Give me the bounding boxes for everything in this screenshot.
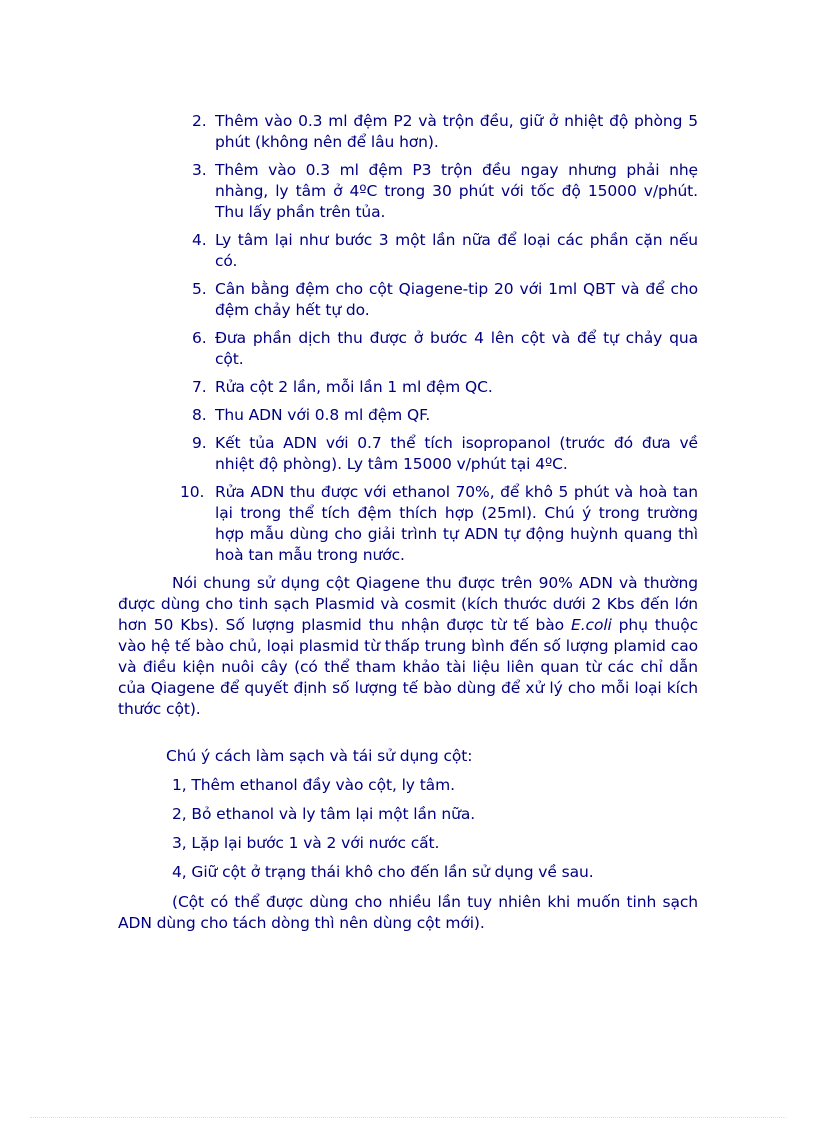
list-item <box>118 433 698 475</box>
list-item-text: Thêm vào 0.3 ml đệm P2 và trộn đều, giữ ở nhiệt độ phòng 5 phút (không nên để lâu hơn). <box>215 112 698 151</box>
list-item <box>118 111 698 153</box>
list-item-text: Rửa cột 2 lần, mỗi lần 1 ml đệm QC. <box>215 378 493 396</box>
list-item-text: Ly tâm lại như bước 3 một lần nữa để loại các phần cặn nếu có. <box>215 231 698 270</box>
list-item-text: Đưa phần dịch thu được ở bước 4 lên cột và để tự chảy qua cột. <box>215 329 698 368</box>
list-item <box>118 328 698 370</box>
note-final-paragraph: (Cột có thể được dùng cho nhiều lần tuy nhiên khi muốn tinh sạch ADN dùng cho tách dòng thì nên dùng cột mới). <box>118 893 698 932</box>
list-item-number: 9. <box>192 434 207 452</box>
list-item-number: 4. <box>192 231 207 249</box>
list-item <box>118 279 698 321</box>
list-item <box>118 482 698 566</box>
list-item <box>118 230 698 272</box>
list-item-number: 10. <box>180 483 205 501</box>
note-step: 3, Lặp lại bước 1 và 2 với nước cất. <box>172 834 440 852</box>
list-item <box>118 160 698 223</box>
page-content <box>118 111 698 950</box>
list-item-text: Rửa ADN thu được với ethanol 70%, để khô 5 phút và hoà tan lại trong thể tích đệm thích hợp (25ml). Chú ý trong trường hợp mẫu dùng cho giải trình tự ADN tự động huỳnh quang thì hoà tan mẫu trong nước. <box>215 483 698 564</box>
list-item-number: 7. <box>192 378 207 396</box>
note-step: 1, Thêm ethanol đầy vào cột, ly tâm. <box>172 776 455 794</box>
summary-paragraph <box>118 573 698 720</box>
list-item-number: 8. <box>192 406 207 424</box>
list-item-text: Thêm vào 0.3 ml đệm P3 trộn đều ngay nhưng phải nhẹ nhàng, ly tâm ở 4ºC trong 30 phút với tốc độ 15000 v/phút. Thu lấy phần trên tủa. <box>215 161 698 221</box>
list-item-text: Thu ADN với 0.8 ml đệm QF. <box>215 406 431 424</box>
list-item-text: Kết tủa ADN với 0.7 thể tích isopropanol (trước đó đưa về nhiệt độ phòng). Ly tâm 15000 v/phút tại 4ºC. <box>215 434 698 473</box>
list-item-number: 5. <box>192 280 207 298</box>
list-item-number: 3. <box>192 161 207 179</box>
summary-paragraph-part1: Nói chung sử dụng cột Qiagene thu được trên 90% ADN và thường được dùng cho tinh sạch Plasmid và cosmit (kích thước dưới 2 Kbs đến lớn hơn 50 Kbs). Số lượng plasmid thu nhận được từ tế bào <box>118 574 698 634</box>
list-item-number: 6. <box>192 329 207 347</box>
page-bottom-divider <box>30 1117 786 1118</box>
list-item-text: Cân bằng đệm cho cột Qiagene-tip 20 với 1ml QBT và để cho đệm chảy hết tự do. <box>215 280 698 319</box>
species-name: E.coli <box>571 616 612 634</box>
list-item <box>118 405 698 426</box>
note-step: 4, Giữ cột ở trạng thái khô cho đến lần sử dụng về sau. <box>172 863 594 881</box>
list-item-number: 2. <box>192 112 207 130</box>
note-title: Chú ý cách làm sạch và tái sử dụng cột: <box>166 747 473 765</box>
summary-paragraph-part2: phụ thuộc vào hệ tế bào chủ, loại plasmid từ thấp trung bình đến số lượng plamid cao và điều kiện nuôi cây (có thể tham khảo tài liệu liên quan từ các chỉ dẫn của Qiagene để quyết định số lượng tế bào dùng để xử lý cho mỗi loại kích thước cột). <box>118 616 699 718</box>
note-step: 2, Bỏ ethanol và ly tâm lại một lần nữa. <box>172 805 476 823</box>
list-item <box>118 377 698 398</box>
